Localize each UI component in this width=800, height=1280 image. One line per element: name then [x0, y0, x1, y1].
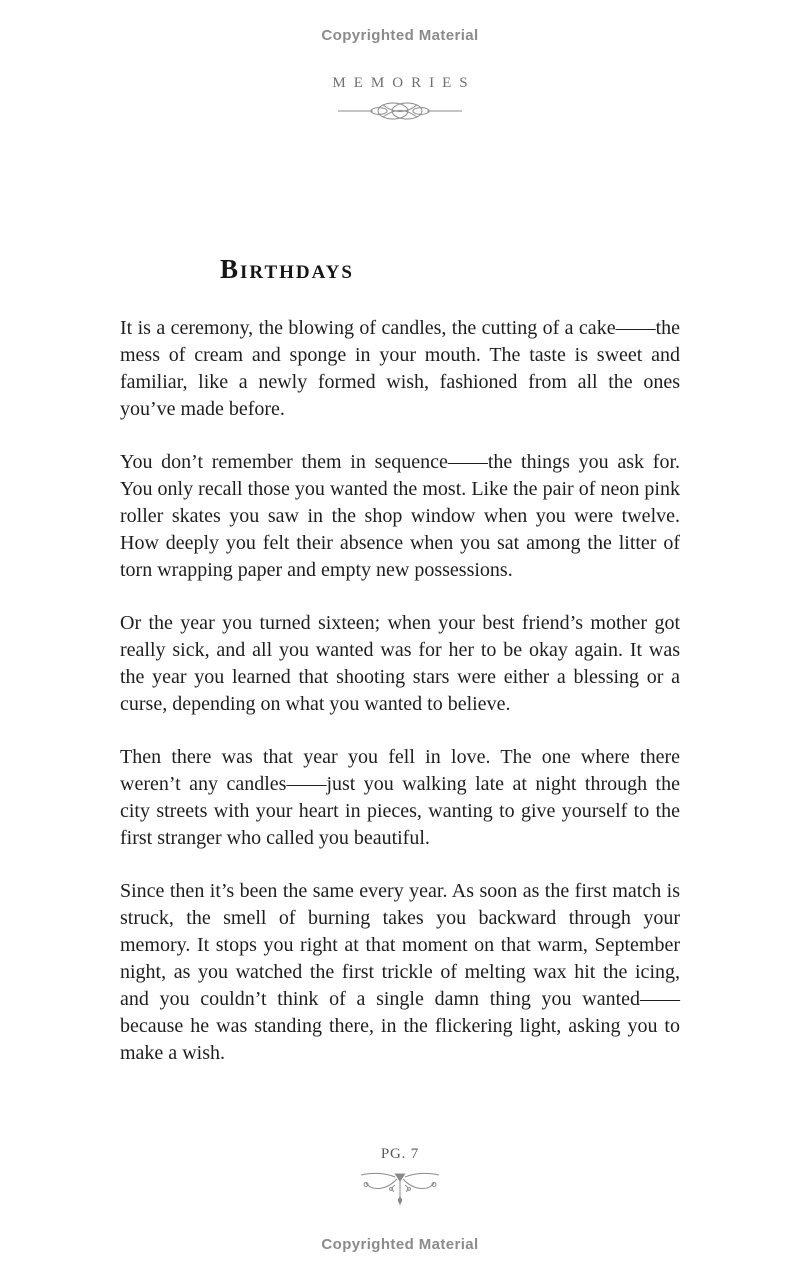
paragraph: Then there was that year you fell in love. The one where there weren’t any candles——just you walking late at night through the city streets with your heart in pieces, wanting to give yourself to the first stranger who called you beautiful. — [120, 746, 680, 849]
paragraph: Or the year you turned sixteen; when your best friend’s mother got really sick, and all you wanted was for her to be okay again. It was the year you learned that shooting stars were either a blessing or a curse, depending on what you wanted to believe. — [120, 612, 680, 715]
page-footer — [0, 1146, 800, 1208]
copyright-notice-top: Copyrighted Material — [321, 27, 479, 44]
paragraph: It is a ceremony, the blowing of candles, the cutting of a cake——the mess of cream and sponge in your mouth. The taste is sweet and familiar, like a newly formed wish, fashioned from all the ones you’ve made before. — [120, 317, 680, 420]
copyright-notice-bottom: Copyrighted Material — [321, 1236, 479, 1253]
chapter-title: Birthdays — [220, 254, 354, 284]
footer-fleuron-ornament — [357, 1166, 443, 1208]
paragraph: Since then it’s been the same every year. As soon as the first match is struck, the smell of burning takes you backward through your memory. It stops you right at that moment on that warm, September night, as you watched the first trickle of melting wax hit the icing, and you couldn’t think of a single damn thing you wanted——because he was standing there, in the flickering light, asking you to make a wish. — [120, 880, 680, 1064]
book-title: MEMORIES — [332, 75, 476, 91]
header-flourish-ornament — [337, 97, 463, 125]
page-number: PG. 7 — [380, 1146, 420, 1162]
chapter-content — [120, 253, 680, 1067]
book-header — [0, 75, 800, 125]
paragraph: You don’t remember them in sequence——the things you ask for. You only recall those you wanted the most. Like the pair of neon pink roller skates you saw in the shop window when you were twelve. How deeply you felt their absence when you sat among the litter of torn wrapping paper and empty new possessions. — [120, 451, 680, 581]
